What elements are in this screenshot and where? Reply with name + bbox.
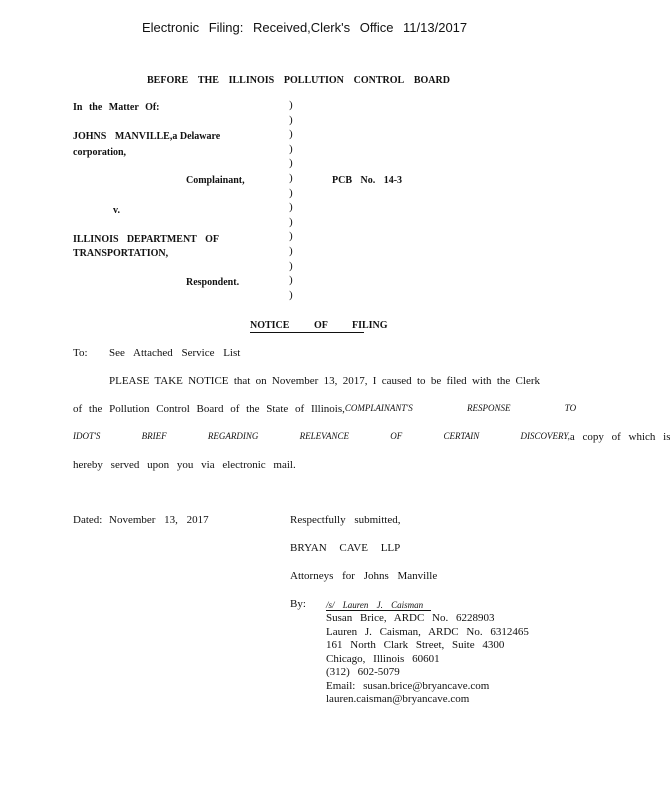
by-label: By:	[290, 598, 306, 610]
dated-label: Dated:	[73, 514, 103, 526]
to-label: To:	[73, 347, 88, 359]
board-title-word: CONTROL	[353, 75, 405, 86]
email-line: Email: susan.brice@bryancave.com	[326, 679, 490, 692]
board-title-word: BEFORE	[147, 75, 189, 86]
versus: v.	[113, 205, 120, 216]
in-the-matter: In the Matter Of:	[73, 102, 160, 113]
body-text: a copy of which is	[569, 431, 670, 443]
board-title-word: POLLUTION	[283, 75, 344, 86]
attorneys-for: Attorneys for Johns Manville	[290, 570, 438, 582]
dated-value: November 13, 2017	[109, 514, 209, 526]
caption-paren-column: ) ) ) ) ) ) ) ) ) ) ) ) ) )	[289, 99, 293, 301]
respondent-word: ILLINOIS	[73, 234, 119, 245]
address-line: Chicago, Illinois 60601	[326, 652, 440, 665]
e-signature: /s/ Lauren J. Caisman	[326, 600, 431, 611]
document-title-part1: COMPLAINANT'S RESPONSE TO	[344, 403, 577, 413]
filing-stamp: Electronic Filing: Received,Clerk's Office 11/13/2017	[142, 20, 468, 35]
attorney-line: Lauren J. Caisman, ARDC No. 6312465	[326, 625, 529, 638]
complainant-name-line2: corporation,	[73, 147, 127, 158]
attorney-line: Susan Brice, ARDC No. 6228903	[326, 612, 495, 624]
document-title-part2: IDOT'S BRIEF REGARDING RELEVANCE OF CERTAIN DISCOVERY,	[73, 431, 570, 441]
respondent-line2: TRANSPORTATION,	[73, 248, 169, 259]
body-line-1: PLEASE TAKE NOTICE that on November 13, 2017, I caused to be filed with the Clerk	[109, 375, 540, 387]
closing: Respectfully submitted,	[290, 514, 401, 526]
firm-name: BRYAN CAVE LLP	[290, 542, 401, 554]
complainant-name: JOHNS MANVILLE,	[73, 131, 173, 142]
body-line-2	[73, 403, 577, 415]
attorney-contact-block	[326, 612, 529, 707]
address-line: 161 North Clark Street, Suite 4300	[326, 639, 505, 651]
respondent-line1	[73, 234, 219, 245]
complainant-descriptor: a Delaware	[172, 131, 221, 142]
board-title	[147, 75, 450, 86]
respondent-word: OF	[205, 234, 219, 245]
case-number: PCB No. 14-3	[332, 175, 403, 186]
complainant-name-line1	[73, 131, 220, 142]
body-text: of the Pollution Control Board of the State of Illinois,	[73, 403, 345, 415]
notice-title: NOTICE OF FILING	[250, 320, 388, 331]
respondent-word: DEPARTMENT	[126, 234, 197, 245]
to-value: See Attached Service List	[109, 347, 241, 359]
complainant-label: Complainant,	[186, 175, 245, 186]
body-line-3	[73, 431, 670, 443]
respondent-label: Respondent.	[186, 277, 240, 288]
email-line: lauren.caisman@bryancave.com	[326, 693, 470, 705]
phone-line: (312) 602-5079	[326, 666, 400, 678]
board-title-word: BOARD	[413, 75, 450, 86]
body-line-4: hereby served upon you via electronic mail.	[73, 459, 296, 471]
board-title-word: THE	[197, 75, 219, 86]
board-title-word: ILLINOIS	[228, 75, 275, 86]
